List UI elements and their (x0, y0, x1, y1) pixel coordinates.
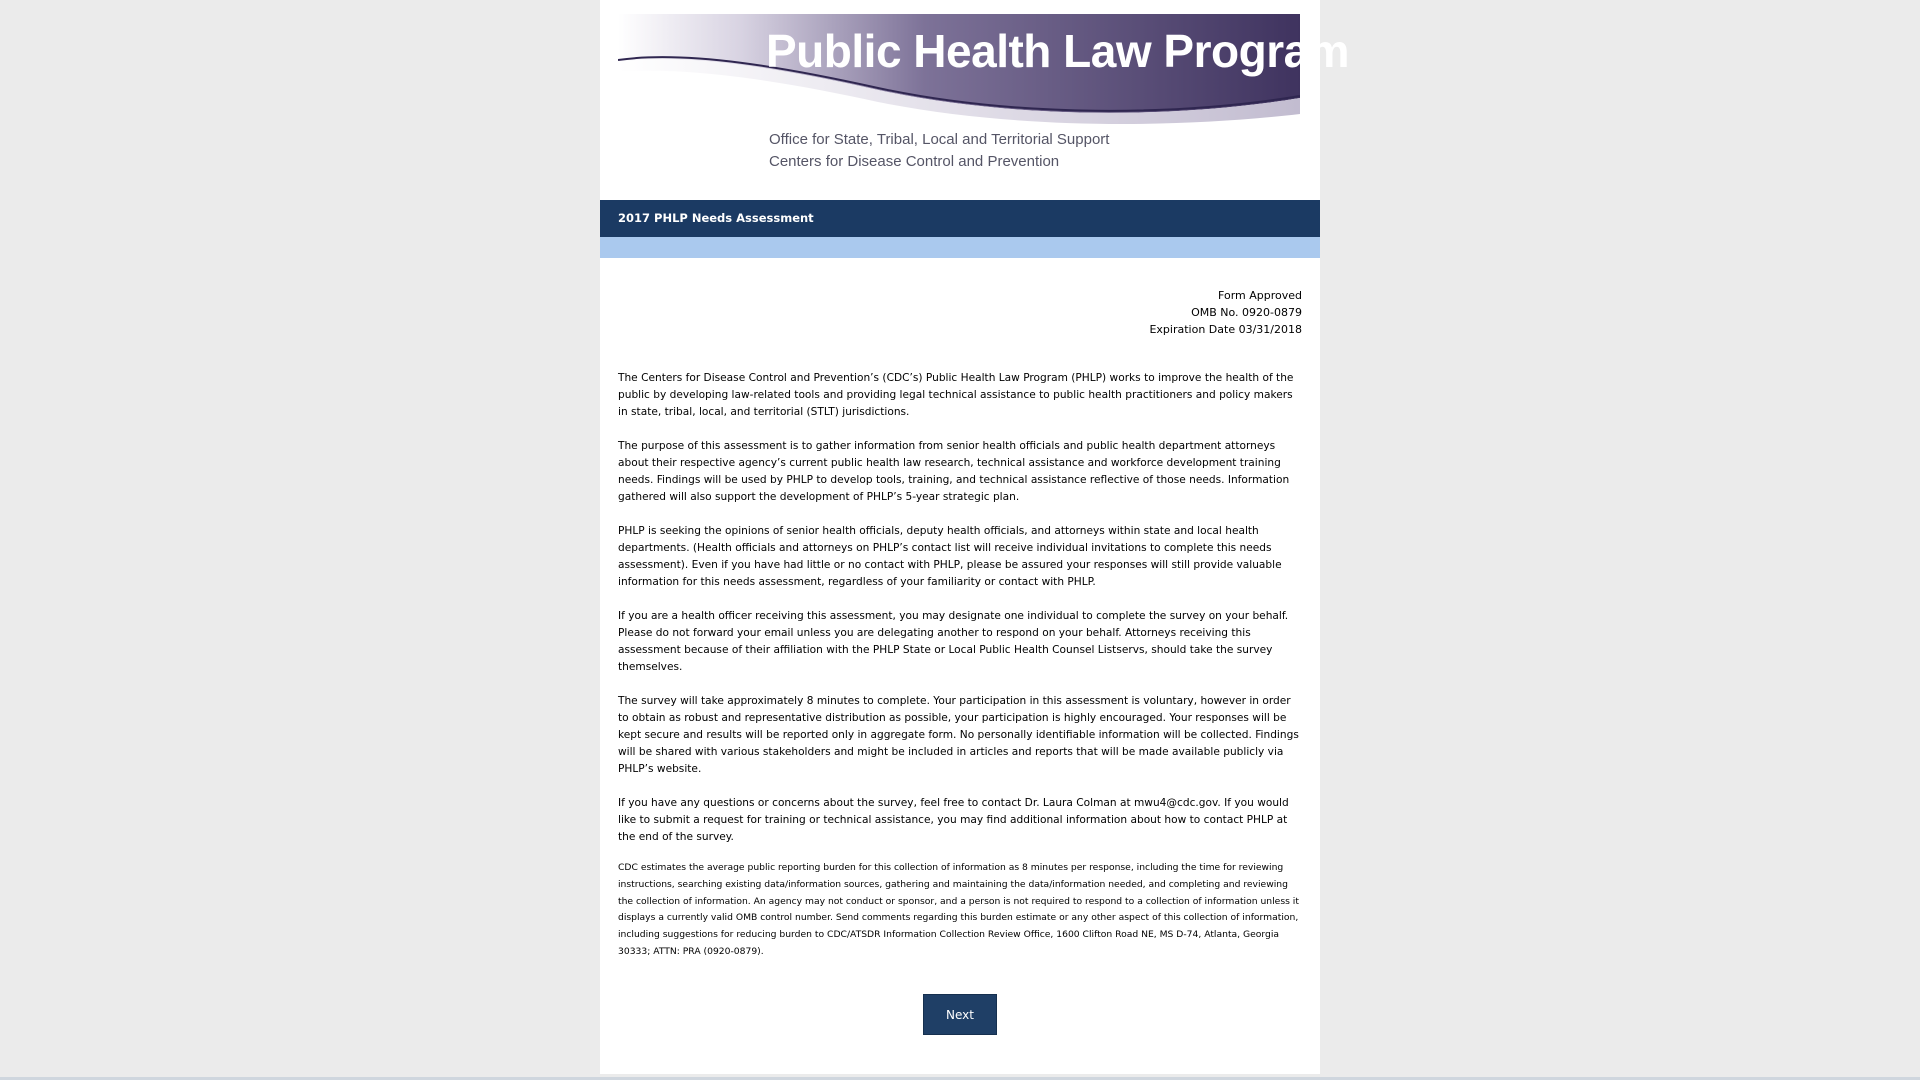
intro-paragraph: The purpose of this assessment is to gather information from senior health officials and public health department attorneys about their respective agency’s current public health law research, technical assistance and workforce development training needs. Findings will be used by PHLP to develop tools, training, and technical assistance reflective of those needs. Information gathered will also support the development of PHLP’s 5-year strategic plan. (618, 440, 1290, 503)
banner-subtitle-cdc: Centers for Disease Control and Prevention (769, 153, 1060, 170)
intro-paragraph: If you are a health officer receiving this assessment, you may designate one individual to complete the survey on your behalf. Please do not forward your email unless you are delegating another to respond on your behalf. Attorneys receiving this assessment because of their affiliation with the PHLP State or Local Public Health Counsel Listservs, should take the survey themselves. (618, 610, 1289, 673)
intro-paragraph: PHLP is seeking the opinions of senior health officials, deputy health officials, and attorneys within state and local health departments. (Health officials and attorneys on PHLP’s contact list will receive individual invitations to complete this needs assessment). Even if you have had little or no contact with PHLP, please be assured your responses will still provide valuable information for this needs assessment, regardless of your familiarity or contact with PHLP. (618, 525, 1282, 588)
survey-title-bar: 2017 PHLP Needs Assessment (600, 200, 1320, 237)
intro-text (618, 370, 1302, 863)
intro-paragraph: The Centers for Disease Control and Prevention’s (CDC’s) Public Health Law Program (PHLP) works to improve the health of the public by developing law-related tools and providing legal technical assistance to public health practitioners and policy makers in state, tribal, local, and territorial (STLT) jurisdictions. (618, 372, 1294, 418)
intro-paragraph: The survey will take approximately 8 minutes to complete. Your participation in this assessment is voluntary, however in order to obtain as robust and representative distribution as possible, your participation is highly encouraged. Your responses will be kept secure and results will be reported only in aggregate form. No personally identifiable information will be collected. Findings will be shared with various stakeholders and might be included in articles and reports that will be made available publicly via PHLP’s website. (618, 695, 1299, 775)
next-button[interactable]: Next (923, 994, 997, 1035)
phlp-banner (600, 0, 1350, 200)
omb-form-info (1149, 287, 1302, 338)
omb-number-text: OMB No. 0920-0879 (1191, 306, 1302, 319)
expiration-date-text: Expiration Date 03/31/2018 (1149, 323, 1302, 336)
burden-statement: CDC estimates the average public reporting burden for this collection of information as 8 minutes per response, including the time for reviewing instructions, searching existing data/information sources, gathering and maintaining the data/information needed, and completing and reviewing the collection of information. An agency may not conduct or sponsor, and a person is not required to respond to a collection of information unless it displays a currently valid OMB control number. Send comments regarding this burden estimate or any other aspect of this collection of information, including suggestions for reducing burden to CDC/ATSDR Information Collection Review Office, 1600 Clifton Road NE, MS D-74, Atlanta, Georgia 30333; ATTN: PRA (0920-0879). (618, 862, 1299, 957)
intro-paragraph: If you have any questions or concerns about the survey, feel free to contact Dr. Laura Colman at mwu4@cdc.gov. If you would like to submit a request for training or technical assistance, you may find additional information about how to contact PHLP at the end of the survey. (618, 797, 1289, 843)
banner-title: Public Health Law Program (766, 25, 1350, 77)
survey-page (600, 0, 1350, 1074)
progress-divider-bar (600, 237, 1320, 258)
form-approved-text: Form Approved (1218, 289, 1302, 302)
banner-subtitle-office: Office for State, Tribal, Local and Territorial Support (769, 131, 1110, 148)
